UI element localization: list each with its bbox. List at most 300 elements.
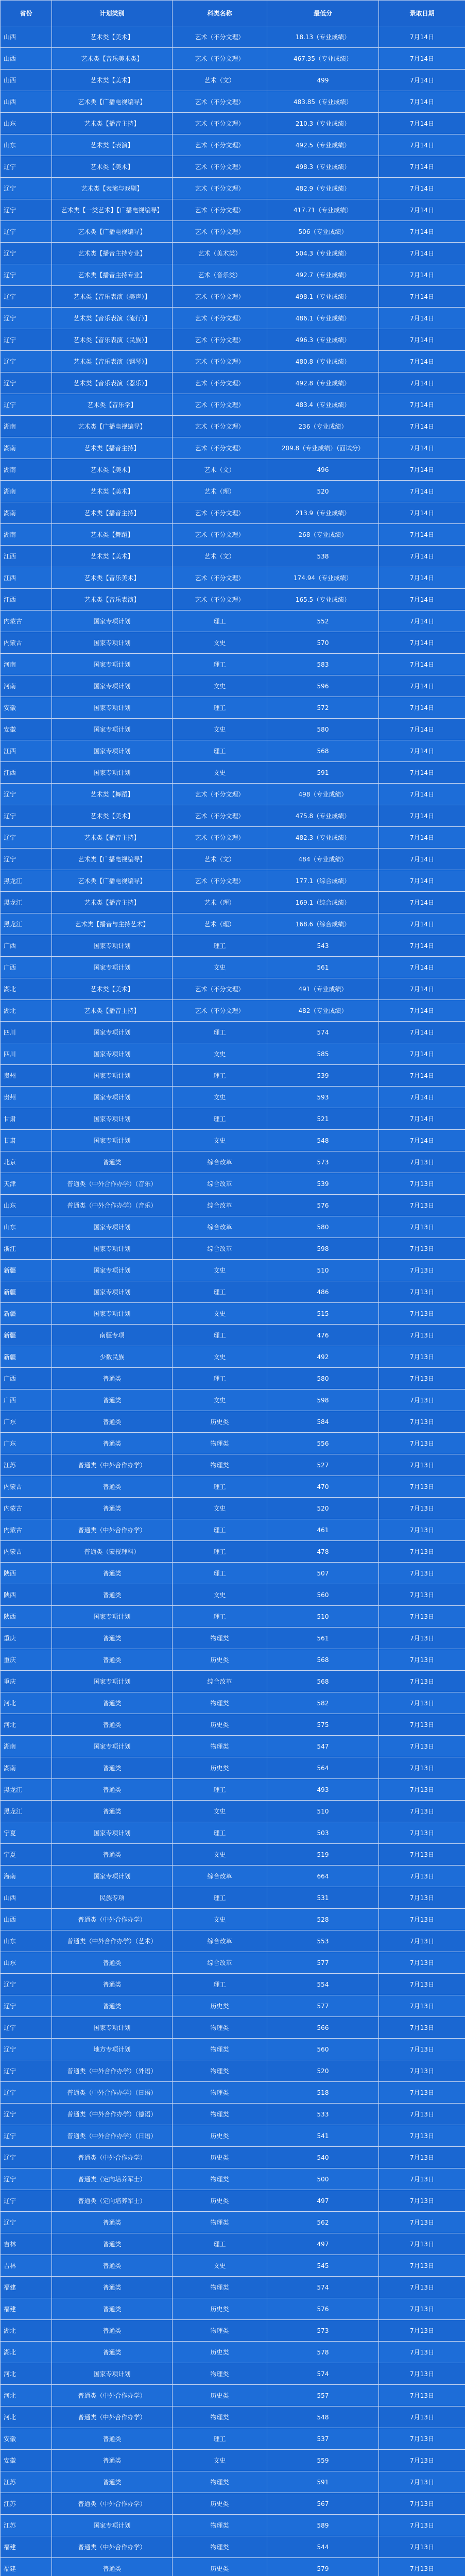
cell-admission-date: 7月13日: [379, 1801, 465, 1822]
cell-min-score: 510: [267, 1260, 379, 1281]
cell-plan-type: 艺术类【播音主持专业】: [52, 264, 173, 286]
cell-min-score: 577: [267, 1995, 379, 2017]
cell-plan-type: 艺术类【音乐表演（美声）】: [52, 286, 173, 308]
cell-subject: 理工: [173, 1108, 267, 1130]
cell-province: 山东: [1, 1216, 52, 1238]
cell-admission-date: 7月13日: [379, 1649, 465, 1671]
cell-plan-type: 国家专项计划: [52, 1087, 173, 1108]
cell-plan-type: 普通类: [52, 1779, 173, 1801]
cell-min-score: 664: [267, 1866, 379, 1887]
table-row: [1, 1433, 465, 1454]
cell-min-score: 577: [267, 1952, 379, 1974]
cell-province: 辽宁: [1, 1974, 52, 1995]
cell-admission-date: 7月13日: [379, 1454, 465, 1476]
cell-min-score: 520: [267, 2060, 379, 2082]
cell-min-score: 209.8（专业成绩）（面试分）: [267, 437, 379, 459]
cell-plan-type: 普通类（中外合作办学）: [52, 1454, 173, 1476]
cell-subject: 物理类: [173, 1692, 267, 1714]
table-row: [1, 892, 465, 913]
cell-min-score: 560: [267, 2039, 379, 2060]
cell-province: 河北: [1, 2406, 52, 2428]
cell-subject: 艺术（不分文理）: [173, 372, 267, 394]
cell-min-score: 568: [267, 1649, 379, 1671]
cell-min-score: 570: [267, 632, 379, 654]
cell-province: 辽宁: [1, 221, 52, 243]
cell-plan-type: 普通类: [52, 1433, 173, 1454]
cell-subject: 艺术（不分文理）: [173, 48, 267, 70]
cell-subject: 文史: [173, 1130, 267, 1151]
cell-admission-date: 7月13日: [379, 1628, 465, 1649]
cell-min-score: 580: [267, 1216, 379, 1238]
cell-subject: 文史: [173, 1389, 267, 1411]
cell-min-score: 575: [267, 1714, 379, 1736]
cell-admission-date: 7月13日: [379, 1519, 465, 1541]
cell-province: 辽宁: [1, 372, 52, 394]
cell-admission-date: 7月14日: [379, 48, 465, 70]
cell-admission-date: 7月14日: [379, 459, 465, 481]
cell-subject: 物理类: [173, 2320, 267, 2342]
cell-min-score: 566: [267, 2017, 379, 2039]
cell-plan-type: 艺术类【音乐表演（钢琴）】: [52, 351, 173, 372]
cell-subject: 艺术（文）: [173, 849, 267, 870]
cell-admission-date: 7月14日: [379, 1065, 465, 1087]
cell-plan-type: 普通类: [52, 2471, 173, 2493]
cell-min-score: 210.3（专业成绩）: [267, 113, 379, 134]
table-row: [1, 1281, 465, 1303]
cell-min-score: 591: [267, 762, 379, 784]
cell-subject: 艺术（不分文理）: [173, 286, 267, 308]
cell-province: 江苏: [1, 2515, 52, 2536]
cell-plan-type: 艺术类【美术】: [52, 70, 173, 91]
cell-admission-date: 7月14日: [379, 589, 465, 611]
cell-subject: 艺术（音乐类）: [173, 264, 267, 286]
cell-subject: 理工: [173, 1779, 267, 1801]
cell-plan-type: 艺术类【播音主持】: [52, 892, 173, 913]
cell-province: 安徽: [1, 2450, 52, 2471]
table-row: [1, 1974, 465, 1995]
cell-min-score: 596: [267, 675, 379, 697]
cell-subject: 艺术（文）: [173, 459, 267, 481]
cell-province: 山东: [1, 1930, 52, 1952]
cell-admission-date: 7月14日: [379, 286, 465, 308]
table-row: [1, 416, 465, 437]
cell-plan-type: 地方专项计划: [52, 2039, 173, 2060]
cell-plan-type: 艺术类【广播电视编导】: [52, 221, 173, 243]
cell-min-score: 504.3（专业成绩）: [267, 243, 379, 264]
cell-province: 安徽: [1, 719, 52, 740]
cell-province: 江苏: [1, 2493, 52, 2515]
cell-min-score: 552: [267, 611, 379, 632]
cell-province: 福建: [1, 2558, 52, 2576]
cell-admission-date: 7月13日: [379, 2471, 465, 2493]
cell-min-score: 533: [267, 2104, 379, 2125]
cell-admission-date: 7月14日: [379, 632, 465, 654]
cell-subject: 历史类: [173, 2385, 267, 2406]
cell-province: 辽宁: [1, 2104, 52, 2125]
cell-plan-type: 国家专项计划: [52, 1260, 173, 1281]
table-row: [1, 2320, 465, 2342]
cell-plan-type: 普通类（中外合作办学）（德语）: [52, 2104, 173, 2125]
cell-province: 山东: [1, 113, 52, 134]
cell-admission-date: 7月13日: [379, 1195, 465, 1216]
cell-province: 辽宁: [1, 308, 52, 329]
table-row: [1, 1671, 465, 1692]
cell-subject: 艺术（理）: [173, 481, 267, 502]
cell-province: 山东: [1, 134, 52, 156]
cell-min-score: 540: [267, 2147, 379, 2168]
cell-min-score: 480.8（专业成绩）: [267, 351, 379, 372]
table-row: [1, 1822, 465, 1844]
cell-admission-date: 7月13日: [379, 1909, 465, 1930]
cell-plan-type: 普通类（中外合作办学）（外语）: [52, 2060, 173, 2082]
cell-min-score: 520: [267, 481, 379, 502]
cell-plan-type: 普通类: [52, 2450, 173, 2471]
cell-admission-date: 7月14日: [379, 978, 465, 1000]
cell-min-score: 527: [267, 1454, 379, 1476]
cell-admission-date: 7月13日: [379, 1238, 465, 1260]
cell-province: 辽宁: [1, 805, 52, 827]
cell-province: 天津: [1, 1173, 52, 1195]
cell-min-score: 174.94（专业成绩）: [267, 567, 379, 589]
table-row: [1, 1346, 465, 1368]
cell-plan-type: 国家专项计划: [52, 1108, 173, 1130]
table-row: [1, 1454, 465, 1476]
cell-min-score: 589: [267, 2515, 379, 2536]
cell-admission-date: 7月13日: [379, 2536, 465, 2558]
table-row: [1, 1043, 465, 1065]
cell-province: 新疆: [1, 1303, 52, 1325]
cell-min-score: 576: [267, 2298, 379, 2320]
cell-province: 海南: [1, 1866, 52, 1887]
cell-province: 新疆: [1, 1346, 52, 1368]
cell-subject: 理工: [173, 1325, 267, 1346]
cell-subject: 文史: [173, 1260, 267, 1281]
table-row: [1, 1628, 465, 1649]
cell-plan-type: 普通类: [52, 1844, 173, 1866]
table-row: [1, 1801, 465, 1822]
table-row: [1, 1087, 465, 1108]
cell-admission-date: 7月13日: [379, 2082, 465, 2104]
cell-min-score: 518: [267, 2082, 379, 2104]
cell-admission-date: 7月14日: [379, 156, 465, 178]
cell-province: 山西: [1, 91, 52, 113]
table-row: [1, 805, 465, 827]
cell-province: 内蒙古: [1, 1476, 52, 1498]
table-row: [1, 784, 465, 805]
table-row: [1, 2039, 465, 2060]
table-row: [1, 567, 465, 589]
cell-plan-type: 普通类（中外合作办学）: [52, 2536, 173, 2558]
cell-subject: 文史: [173, 762, 267, 784]
cell-admission-date: 7月14日: [379, 113, 465, 134]
cell-plan-type: 普通类（定向培养军士）: [52, 2190, 173, 2212]
cell-min-score: 567: [267, 2493, 379, 2515]
cell-admission-date: 7月13日: [379, 2104, 465, 2125]
cell-plan-type: 普通类（中外合作办学）（艺术）: [52, 1930, 173, 1952]
cell-province: 河北: [1, 2385, 52, 2406]
cell-subject: 艺术（不分文理）: [173, 978, 267, 1000]
cell-min-score: 496: [267, 459, 379, 481]
table-row: [1, 1151, 465, 1173]
cell-province: 辽宁: [1, 2125, 52, 2147]
cell-admission-date: 7月14日: [379, 957, 465, 978]
cell-admission-date: 7月13日: [379, 1606, 465, 1628]
cell-subject: 历史类: [173, 1649, 267, 1671]
cell-min-score: 544: [267, 2536, 379, 2558]
cell-plan-type: 普通类（中外合作办学）（音乐）: [52, 1173, 173, 1195]
cell-plan-type: 少数民族: [52, 1346, 173, 1368]
cell-plan-type: 国家专项计划: [52, 1303, 173, 1325]
cell-subject: 理工: [173, 1563, 267, 1584]
cell-province: 辽宁: [1, 2190, 52, 2212]
table-row: [1, 1216, 465, 1238]
table-row: [1, 1065, 465, 1087]
cell-admission-date: 7月13日: [379, 1151, 465, 1173]
cell-plan-type: 普通类: [52, 1411, 173, 1433]
table-row: [1, 1692, 465, 1714]
cell-min-score: 598: [267, 1389, 379, 1411]
table-row: [1, 1541, 465, 1563]
cell-admission-date: 7月14日: [379, 1130, 465, 1151]
cell-subject: 理工: [173, 1281, 267, 1303]
cell-admission-date: 7月14日: [379, 351, 465, 372]
cell-min-score: 568: [267, 1671, 379, 1692]
cell-min-score: 521: [267, 1108, 379, 1130]
cell-subject: 物理类: [173, 2406, 267, 2428]
cell-plan-type: 普通类（蒙授理科）: [52, 1541, 173, 1563]
table-row: [1, 2536, 465, 2558]
cell-min-score: 573: [267, 1151, 379, 1173]
cell-admission-date: 7月13日: [379, 2450, 465, 2471]
table-row: [1, 654, 465, 675]
table-row: [1, 2255, 465, 2277]
cell-admission-date: 7月14日: [379, 394, 465, 416]
cell-province: 河南: [1, 654, 52, 675]
cell-province: 辽宁: [1, 286, 52, 308]
table-row: [1, 2233, 465, 2255]
cell-subject: 历史类: [173, 1995, 267, 2017]
cell-admission-date: 7月13日: [379, 1692, 465, 1714]
table-row: [1, 2277, 465, 2298]
cell-province: 江西: [1, 567, 52, 589]
cell-admission-date: 7月13日: [379, 1995, 465, 2017]
cell-admission-date: 7月14日: [379, 437, 465, 459]
cell-min-score: 556: [267, 1433, 379, 1454]
cell-province: 浙江: [1, 1238, 52, 1260]
table-row: [1, 2428, 465, 2450]
cell-plan-type: 艺术类【播音主持】: [52, 827, 173, 849]
table-row: [1, 1476, 465, 1498]
cell-min-score: 18.13（专业成绩）: [267, 26, 379, 48]
table-row: [1, 1022, 465, 1043]
cell-min-score: 572: [267, 697, 379, 719]
cell-plan-type: 艺术类【表演】: [52, 134, 173, 156]
cell-plan-type: 普通类: [52, 1498, 173, 1519]
cell-subject: 文史: [173, 719, 267, 740]
cell-min-score: 213.9（专业成绩）: [267, 502, 379, 524]
table-row: [1, 2082, 465, 2104]
table-row: [1, 632, 465, 654]
cell-subject: 理工: [173, 1065, 267, 1087]
cell-plan-type: 普通类: [52, 1757, 173, 1779]
cell-min-score: 417.71（专业成绩）: [267, 199, 379, 221]
cell-subject: 物理类: [173, 2082, 267, 2104]
cell-admission-date: 7月14日: [379, 1043, 465, 1065]
cell-province: 广西: [1, 935, 52, 957]
table-row: [1, 2558, 465, 2576]
cell-admission-date: 7月13日: [379, 1173, 465, 1195]
table-row: [1, 1519, 465, 1541]
cell-subject: 艺术（不分文理）: [173, 351, 267, 372]
table-row: [1, 264, 465, 286]
cell-admission-date: 7月14日: [379, 1087, 465, 1108]
cell-min-score: 268（专业成绩）: [267, 524, 379, 546]
cell-plan-type: 普通类: [52, 1368, 173, 1389]
cell-min-score: 561: [267, 957, 379, 978]
cell-plan-type: 国家专项计划: [52, 957, 173, 978]
table-row: [1, 524, 465, 546]
cell-min-score: 165.5（专业成绩）: [267, 589, 379, 611]
cell-plan-type: 艺术类【音乐表演（器乐）】: [52, 372, 173, 394]
cell-province: 江苏: [1, 2471, 52, 2493]
cell-plan-type: 艺术类【美术】: [52, 805, 173, 827]
table-row: [1, 437, 465, 459]
cell-admission-date: 7月13日: [379, 1866, 465, 1887]
cell-subject: 物理类: [173, 1736, 267, 1757]
table-row: [1, 2125, 465, 2147]
cell-subject: 综合改革: [173, 1952, 267, 1974]
cell-plan-type: 国家专项计划: [52, 697, 173, 719]
cell-province: 辽宁: [1, 1995, 52, 2017]
cell-plan-type: 普通类: [52, 1628, 173, 1649]
cell-province: 宁夏: [1, 1822, 52, 1844]
table-row: [1, 308, 465, 329]
cell-subject: 历史类: [173, 2558, 267, 2576]
table-row: [1, 719, 465, 740]
cell-plan-type: 艺术类【美术】: [52, 26, 173, 48]
cell-plan-type: 国家专项计划: [52, 1130, 173, 1151]
table-row: [1, 697, 465, 719]
table-row: [1, 1303, 465, 1325]
table-row: [1, 2060, 465, 2082]
cell-plan-type: 艺术类【广播电视编导】: [52, 91, 173, 113]
cell-province: 辽宁: [1, 394, 52, 416]
cell-province: 辽宁: [1, 784, 52, 805]
cell-subject: 艺术（不分文理）: [173, 502, 267, 524]
table-row: [1, 2212, 465, 2233]
table-row: [1, 134, 465, 156]
cell-province: 安徽: [1, 2428, 52, 2450]
cell-admission-date: 7月13日: [379, 1671, 465, 1692]
cell-min-score: 598: [267, 1238, 379, 1260]
cell-province: 江苏: [1, 1454, 52, 1476]
header-admission-date: 录取日期: [379, 1, 465, 26]
header-subject: 科类名称: [173, 1, 267, 26]
cell-admission-date: 7月14日: [379, 199, 465, 221]
cell-province: 广西: [1, 1389, 52, 1411]
cell-min-score: 574: [267, 2363, 379, 2385]
cell-province: 山西: [1, 1909, 52, 1930]
cell-subject: 理工: [173, 2233, 267, 2255]
table-row: [1, 329, 465, 351]
table-row: [1, 459, 465, 481]
cell-subject: 理工: [173, 1476, 267, 1498]
cell-subject: 艺术（理）: [173, 913, 267, 935]
cell-min-score: 568: [267, 740, 379, 762]
cell-admission-date: 7月13日: [379, 1411, 465, 1433]
cell-province: 辽宁: [1, 329, 52, 351]
table-row: [1, 156, 465, 178]
cell-province: 江西: [1, 546, 52, 567]
table-header: [1, 1, 465, 26]
cell-min-score: 498（专业成绩）: [267, 784, 379, 805]
cell-admission-date: 7月14日: [379, 91, 465, 113]
cell-plan-type: 艺术类【播音主持】: [52, 1000, 173, 1022]
cell-admission-date: 7月13日: [379, 2277, 465, 2298]
cell-subject: 艺术（理）: [173, 892, 267, 913]
cell-admission-date: 7月14日: [379, 892, 465, 913]
cell-min-score: 475.8（专业成绩）: [267, 805, 379, 827]
cell-admission-date: 7月13日: [379, 2255, 465, 2277]
cell-min-score: 484（专业成绩）: [267, 849, 379, 870]
cell-province: 湖北: [1, 2320, 52, 2342]
cell-min-score: 470: [267, 1476, 379, 1498]
cell-admission-date: 7月14日: [379, 1108, 465, 1130]
table-body: [1, 26, 465, 2576]
cell-admission-date: 7月13日: [379, 2190, 465, 2212]
cell-plan-type: 艺术类【广播电视编导】: [52, 416, 173, 437]
cell-province: 辽宁: [1, 2017, 52, 2039]
cell-province: 山东: [1, 1195, 52, 1216]
cell-province: 湖南: [1, 481, 52, 502]
cell-province: 新疆: [1, 1325, 52, 1346]
table-row: [1, 1995, 465, 2017]
cell-subject: 文史: [173, 1346, 267, 1368]
cell-admission-date: 7月13日: [379, 1887, 465, 1909]
table-row: [1, 1714, 465, 1736]
cell-province: 辽宁: [1, 264, 52, 286]
cell-province: 内蒙古: [1, 1541, 52, 1563]
cell-province: 山西: [1, 1887, 52, 1909]
cell-province: 贵州: [1, 1087, 52, 1108]
cell-admission-date: 7月13日: [379, 1389, 465, 1411]
cell-plan-type: 普通类（中外合作办学）: [52, 1519, 173, 1541]
cell-province: 江西: [1, 589, 52, 611]
cell-subject: 文史: [173, 2255, 267, 2277]
cell-plan-type: 艺术类【美术】: [52, 546, 173, 567]
cell-admission-date: 7月13日: [379, 1346, 465, 1368]
table-row: [1, 935, 465, 957]
cell-province: 山西: [1, 48, 52, 70]
table-row: [1, 1260, 465, 1281]
table-row: [1, 1108, 465, 1130]
table-row: [1, 611, 465, 632]
cell-province: 黑龙江: [1, 1801, 52, 1822]
cell-min-score: 491（专业成绩）: [267, 978, 379, 1000]
cell-plan-type: 国家专项计划: [52, 2363, 173, 2385]
cell-subject: 综合改革: [173, 1216, 267, 1238]
cell-province: 福建: [1, 2536, 52, 2558]
cell-plan-type: 普通类: [52, 2558, 173, 2576]
cell-min-score: 492.8（专业成绩）: [267, 372, 379, 394]
cell-plan-type: 国家专项计划: [52, 935, 173, 957]
cell-subject: 理工: [173, 1606, 267, 1628]
cell-plan-type: 国家专项计划: [52, 632, 173, 654]
cell-min-score: 483.4（专业成绩）: [267, 394, 379, 416]
cell-plan-type: 国家专项计划: [52, 654, 173, 675]
cell-subject: 艺术（不分文理）: [173, 329, 267, 351]
cell-min-score: 583: [267, 654, 379, 675]
